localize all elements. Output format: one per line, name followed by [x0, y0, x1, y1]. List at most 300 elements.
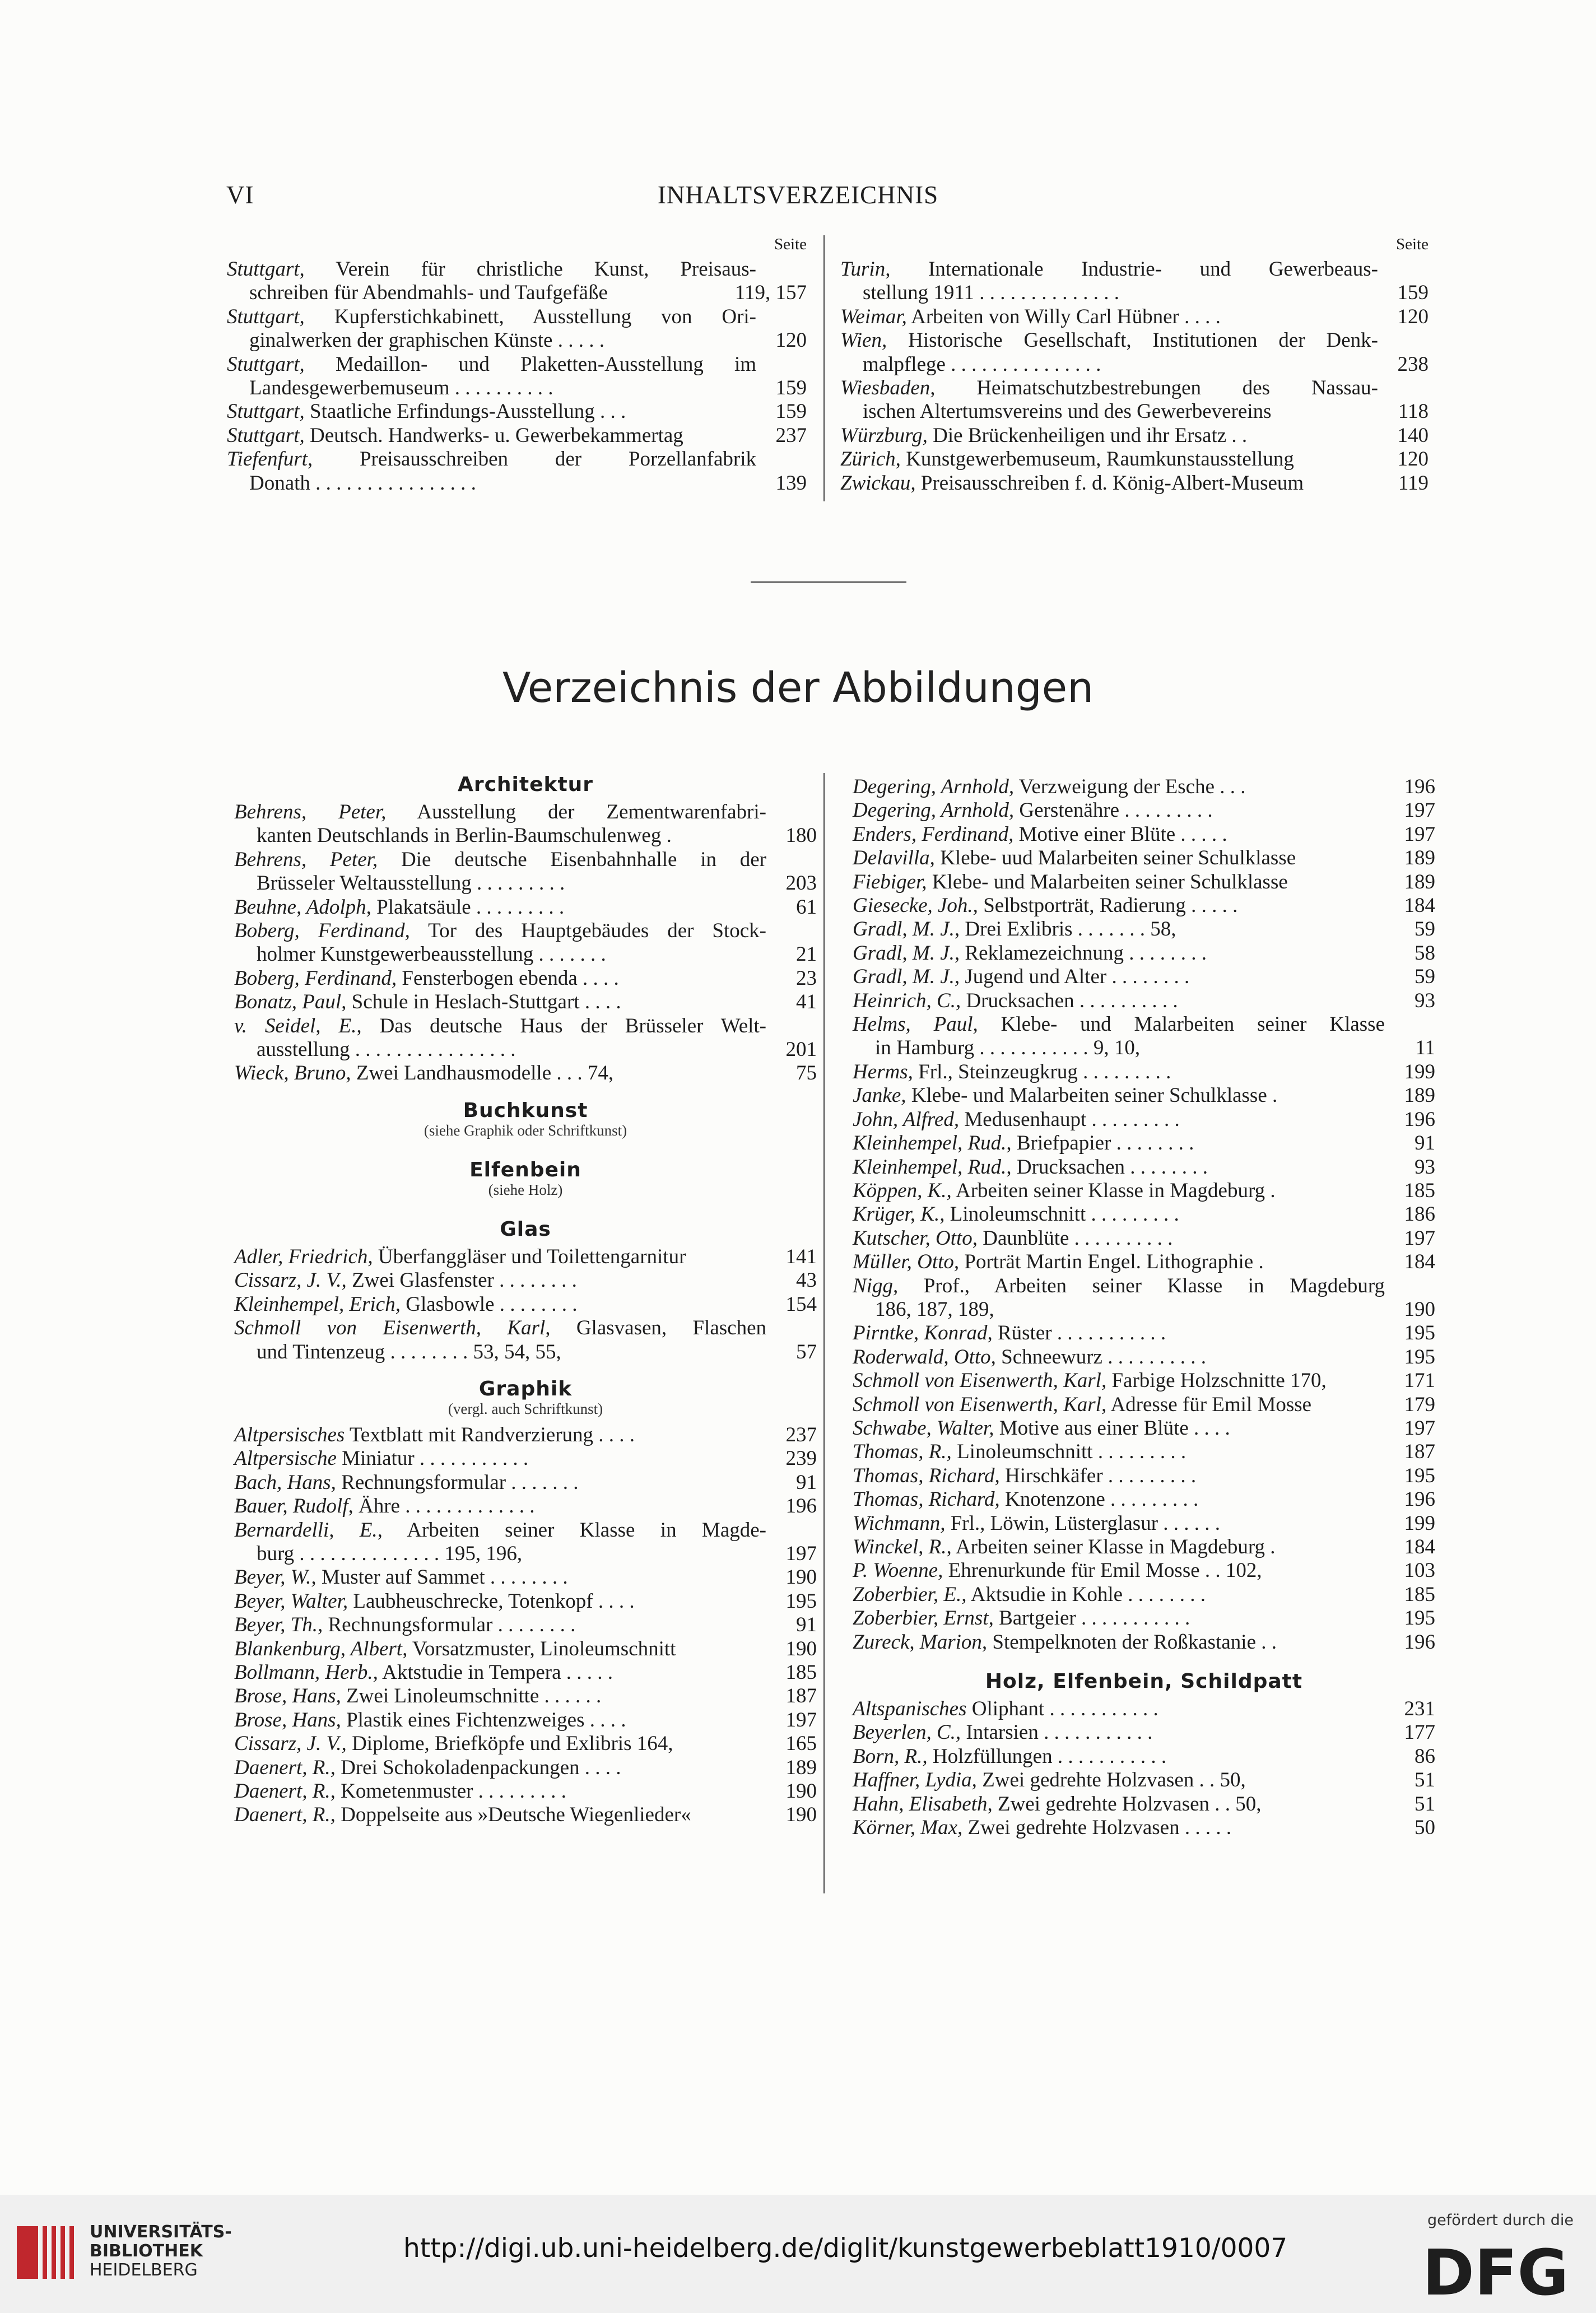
category-heading: Holz, Elfenbein, Schildpatt [985, 1670, 1303, 1693]
index-entry [853, 1156, 1435, 1179]
index-entry [853, 1013, 1435, 1060]
index-entry [234, 1447, 817, 1470]
index-entry [853, 1440, 1435, 1464]
index-entry [853, 1721, 1435, 1744]
entry-name: Köppen, K., [853, 1179, 952, 1202]
page-ref: 119, 157 [734, 281, 807, 305]
page-ref: 187 [785, 1684, 817, 1708]
entry-name: Enders, Ferdinand, [853, 822, 1014, 846]
entry-text: Arbeiten seiner Klasse in Magdeburg . [956, 1179, 1276, 1202]
page-ref: 50 [1414, 1816, 1435, 1840]
entry-text: Klebe- uud Malarbeiten seiner Schulklasse [940, 846, 1296, 870]
page-ref: 11 [1415, 1036, 1435, 1060]
index-entry [234, 848, 817, 896]
entry-text: Die deutsche Eisenbahnhalle in der [401, 848, 767, 871]
entry-text: Ehrenurkunde für Emil Mosse . . 102, [948, 1559, 1262, 1583]
page-ref: 140 [1397, 423, 1429, 447]
entry-name: Wieck, Bruno, [234, 1062, 351, 1085]
page-ref: 196 [1404, 1107, 1435, 1131]
index-entry [853, 1464, 1435, 1488]
entry-name: Brose, Hans, [234, 1708, 341, 1732]
entry-name: Bach, Hans, [234, 1470, 336, 1494]
page-ref: 120 [775, 329, 807, 352]
category-heading: Buchkunst [463, 1099, 588, 1122]
separator-rule [751, 581, 906, 583]
entry-name: Roderwald, Otto, [853, 1345, 996, 1369]
page-ref: 190 [785, 1803, 817, 1827]
page-ref: 51 [1414, 1792, 1435, 1816]
entry-text: 186, 187, 189, [875, 1297, 994, 1321]
dfg-logo [1422, 2238, 1574, 2300]
page-ref: 51 [1414, 1769, 1435, 1792]
entry-name: Stuttgart, [227, 352, 305, 376]
entry-name: Gradl, M. J., [853, 965, 960, 989]
index-entry [234, 1316, 817, 1364]
entry-name: Born, R., [853, 1744, 928, 1768]
index-entry [234, 990, 817, 1014]
index-entry [853, 942, 1435, 965]
svg-text:DFG: DFG [1422, 2238, 1569, 2300]
entry-text: Bartgeier . . . . . . . . . . . [999, 1607, 1190, 1630]
page-ref: 196 [1404, 775, 1435, 798]
page-ref: 57 [796, 1340, 817, 1363]
permalink[interactable]: http://digi.ub.uni-heidelberg.de/diglit/kunstgewerbeblatt1910/0007 [403, 2233, 1288, 2264]
index-entry [840, 376, 1429, 424]
entry-name: Kleinhempel, Rud., [853, 1155, 1012, 1179]
entry-name: Giesecke, Joh., [853, 894, 978, 918]
entry-name: Müller, Otto, [853, 1250, 960, 1274]
entry-name: Zoberbier, Ernst, [853, 1607, 994, 1630]
index-entry [840, 305, 1429, 329]
index-entry [853, 1583, 1435, 1607]
index-entry [853, 1417, 1435, 1440]
index-entry [853, 1559, 1435, 1583]
entry-name: Altpersisches [234, 1423, 345, 1446]
entry-text: Rechnungsformular . . . . . . . [341, 1470, 579, 1494]
entry-name: Beyer, W., [234, 1566, 317, 1589]
index-column-top-left [227, 235, 807, 495]
entry-text: Historische Gesellschaft, Institutionen der Denk- [908, 329, 1378, 352]
entry-text: Das deutsche Haus der Brüsseler Welt- [379, 1014, 766, 1037]
index-entry [853, 989, 1435, 1013]
entry-text: Porträt Martin Engel. Lithographie . [964, 1250, 1264, 1274]
entry-text: Zwei Landhausmodelle . . . 74, [356, 1062, 614, 1085]
entry-text: Tor des Hauptgebäudes der Stock- [428, 919, 766, 943]
index-entry [840, 329, 1429, 376]
entry-text: Drei Schokoladenpackungen . . . . [341, 1756, 621, 1779]
index-entry [234, 1780, 817, 1803]
entry-name: Bauer, Rudolf, [234, 1495, 353, 1518]
index-entry [853, 1631, 1435, 1654]
index-entry [234, 1803, 817, 1827]
index-entry [234, 896, 817, 919]
category-note: (vergl. auch Schriftkunst) [448, 1400, 603, 1417]
entry-text: Fensterbogen ebenda . . . . [402, 966, 619, 990]
entry-text: Drucksachen . . . . . . . . [1016, 1155, 1208, 1179]
entry-name: Wichmann, [853, 1511, 946, 1535]
index-entry [234, 1732, 817, 1756]
page-ref: 165 [785, 1732, 817, 1756]
category-note: (siehe Graphik oder Schriftkunst) [424, 1121, 627, 1139]
entry-text: Arbeiten seiner Klasse in Magde- [407, 1518, 767, 1542]
page-ref: 195 [1404, 1607, 1435, 1630]
entry-name: Behrens, Peter, [234, 848, 378, 871]
index-entry [853, 894, 1435, 918]
entry-name: Stuttgart, [227, 400, 305, 423]
entry-text: Knotenzone . . . . . . . . . [1005, 1488, 1199, 1511]
entry-name: Bonatz, Paul, [234, 990, 347, 1014]
entry-name: Daenert, R., [234, 1803, 336, 1827]
entry-text: Klebe- und Malarbeiten seiner Schulklasse . [911, 1084, 1278, 1107]
entry-name: Zürich, [840, 448, 901, 471]
entry-text: Daunblüte . . . . . . . . . . [983, 1226, 1173, 1250]
page-ref: 103 [1404, 1559, 1435, 1583]
page-ref: 118 [1398, 400, 1429, 423]
page-ref: 197 [1404, 822, 1435, 846]
index-entry [234, 1293, 817, 1316]
running-header: INHALTSVERZEICHNIS [657, 181, 939, 209]
entry-text: Ähre . . . . . . . . . . . . . [358, 1495, 535, 1518]
index-entry [853, 1321, 1435, 1345]
entry-name: Stuttgart, [227, 258, 305, 281]
figure-list-left [234, 773, 817, 1827]
entry-text: burg . . . . . . . . . . . . . . 195, 196, [257, 1542, 523, 1565]
index-entry [227, 400, 807, 423]
index-entry [840, 472, 1429, 495]
entry-text: Vorsatzmuster, Linoleumschnitt [412, 1637, 676, 1660]
entry-name: Kutscher, Otto, [853, 1226, 978, 1250]
index-entry [853, 965, 1435, 989]
index-entry [234, 1684, 817, 1708]
index-entry [234, 1423, 817, 1447]
entry-name: P. Woenne, [853, 1559, 943, 1583]
index-entry [234, 1709, 817, 1732]
page-ref: 185 [1404, 1583, 1435, 1606]
entry-name: Schmoll von Eisenwerth, Karl, [234, 1316, 551, 1340]
university-library-logo [11, 2216, 84, 2289]
page-ref: 154 [785, 1292, 817, 1316]
entry-name: Daenert, R., [234, 1756, 336, 1779]
entry-text: Diplome, Briefköpfe und Exlibris 164, [352, 1732, 673, 1756]
page-ref: 189 [785, 1756, 817, 1779]
index-entry [227, 258, 807, 305]
entry-text: Rüster . . . . . . . . . . . [997, 1321, 1166, 1345]
page-ref: 196 [785, 1495, 817, 1518]
entry-text: Medusenhaupt . . . . . . . . . [964, 1107, 1180, 1131]
page-ref: 237 [775, 423, 807, 447]
index-entry [227, 448, 807, 495]
index-entry [853, 1607, 1435, 1630]
index-entry [853, 1393, 1435, 1417]
page-ref: 239 [785, 1447, 817, 1470]
page-ref: 195 [1404, 1345, 1435, 1369]
entry-text: Holzfüllungen . . . . . . . . . . . [932, 1744, 1167, 1768]
index-entry [853, 1769, 1435, 1792]
entry-text: Hirschkäfer . . . . . . . . . [1005, 1464, 1197, 1487]
entry-text: Doppelseite aus »Deutsche Wiegenlieder« [341, 1803, 691, 1827]
entry-name: v. Seidel, E., [234, 1014, 362, 1037]
entry-text: Rechnungsformular . . . . . . . . [328, 1613, 576, 1637]
entry-text: stellung 1911 . . . . . . . . . . . . . . [863, 281, 1120, 305]
index-entry [853, 1227, 1435, 1250]
entry-name: Cissarz, J. V., [234, 1269, 347, 1292]
entry-text: Plastik eines Fichtenzweiges . . . . [346, 1708, 626, 1732]
entry-text: ausstellung . . . . . . . . . . . . . . . . [257, 1038, 516, 1062]
page-ref: 189 [1404, 1084, 1435, 1107]
entry-name: Degering, Arnhold, [853, 799, 1015, 822]
page-ref: 184 [1404, 1535, 1435, 1558]
entry-text: Landesgewerbemuseum . . . . . . . . . . [249, 376, 553, 400]
entry-text: ischen Altertumsvereins und des Gewerbevereins [863, 400, 1272, 423]
index-entry [853, 1084, 1435, 1107]
entry-text: Frl., Löwin, Lüsterglasur . . . . . . [950, 1511, 1221, 1535]
entry-text: Zwei Glasfenster . . . . . . . . [352, 1269, 577, 1292]
page-ref: 139 [775, 471, 807, 495]
seite-label: Seite [774, 235, 807, 253]
entry-text: malpflege . . . . . . . . . . . . . . . [863, 352, 1101, 376]
library-line: BIBLIOTHEK [90, 2241, 203, 2261]
index-entry [853, 1745, 1435, 1769]
page-ref: 159 [1397, 281, 1429, 305]
page-ref: 75 [796, 1062, 817, 1085]
entry-text: Intarsien . . . . . . . . . . . [966, 1721, 1153, 1744]
page-ref: 177 [1404, 1721, 1435, 1744]
entry-text: Preisausschreiben der Porzellanfabrik [359, 448, 756, 471]
entry-text: Briefpapier . . . . . . . . [1016, 1132, 1194, 1155]
entry-name: Krüger, K., [853, 1203, 945, 1226]
page-ref: 91 [796, 1613, 817, 1637]
page-ref: 159 [775, 376, 807, 400]
section-title: Verzeichnis der Abbildungen [502, 664, 1094, 712]
entry-text: Verein für christliche Kunst, Preisaus- [336, 258, 756, 281]
entry-text: Drucksachen . . . . . . . . . . [966, 989, 1178, 1012]
entry-text: Internationale Industrie- und Gewerbeaus- [928, 258, 1378, 281]
page-ref: 21 [796, 943, 817, 966]
entry-text: holmer Kunstgewerbeausstellung . . . . . . . [257, 943, 606, 966]
page-ref: 197 [785, 1542, 817, 1565]
index-entry [853, 1060, 1435, 1084]
page-ref: 197 [785, 1708, 817, 1732]
entry-name: Altspanisches [853, 1697, 967, 1721]
index-entry [227, 305, 807, 353]
entry-text: Kupferstichkabinett, Ausstellung von Ori- [334, 305, 757, 328]
entry-name: Janke, [853, 1084, 906, 1107]
index-entry [234, 967, 817, 990]
page-ref: 197 [1404, 1416, 1435, 1440]
entry-text: Plakatsäule . . . . . . . . . [376, 895, 565, 919]
entry-name: Blankenburg, Albert, [234, 1637, 408, 1660]
entry-name: Zoberbier, E., [853, 1583, 967, 1606]
page-ref: 91 [796, 1470, 817, 1494]
page-ref: 187 [1404, 1440, 1435, 1464]
page-ref: 179 [1404, 1393, 1435, 1416]
page-ref: 185 [785, 1660, 817, 1684]
entry-text: Frl., Steinzeugkrug . . . . . . . . . [918, 1060, 1171, 1083]
page-ref: 61 [796, 895, 817, 919]
category-heading: Elfenbein [469, 1158, 581, 1181]
entry-text: und Tintenzeug . . . . . . . . 53, 54, 55, [257, 1340, 561, 1363]
footer-bar [0, 2195, 1596, 2313]
page-number: VI [226, 181, 254, 209]
entry-text: Prof., Arbeiten seiner Klasse in Magdeburg [923, 1274, 1385, 1297]
entry-name: Weimar, [840, 305, 907, 328]
library-name [90, 2223, 232, 2280]
page-ref: 91 [1414, 1132, 1435, 1155]
page-ref: 189 [1404, 870, 1435, 893]
page-ref: 238 [1397, 352, 1429, 376]
index-entry [853, 1793, 1435, 1816]
index-entry [840, 424, 1429, 448]
entry-name: Daenert, R., [234, 1780, 336, 1803]
entry-name: John, Alfred, [853, 1107, 960, 1131]
index-entry [234, 1637, 817, 1661]
entry-name: Nigg, [853, 1274, 899, 1297]
entry-name: Degering, Arnhold, [853, 775, 1015, 798]
index-entry [234, 1014, 817, 1062]
entry-text: Verzweigung der Esche . . . [1018, 775, 1246, 798]
entry-text: Aktsudie in Kohle . . . . . . . . [970, 1583, 1206, 1606]
category-heading: Architektur [457, 773, 594, 796]
funding-caption: gefördert durch die [1427, 2212, 1574, 2229]
entry-text: Drei Exlibris . . . . . . . 58, [965, 918, 1176, 941]
entry-name: Stuttgart, [227, 423, 305, 447]
page-ref: 23 [796, 966, 817, 990]
index-entry [853, 775, 1435, 799]
entry-name: Winckel, R., [853, 1535, 952, 1558]
index-entry [234, 919, 817, 967]
entry-text: Stempelknoten der Roßkastanie . . [992, 1630, 1277, 1654]
figure-list-right [853, 775, 1435, 1840]
entry-name: Thomas, Richard, [853, 1464, 1000, 1487]
entry-name: Adler, Friedrich, [234, 1245, 373, 1268]
entry-name: Thomas, Richard, [853, 1488, 1000, 1511]
index-entry [840, 258, 1429, 305]
page-ref: 120 [1397, 305, 1429, 328]
entry-text: Kunstgewerbemuseum, Raumkunstausstellung [906, 448, 1294, 471]
page-ref: 120 [1397, 448, 1429, 471]
entry-name: Schwabe, Walter, [853, 1416, 994, 1440]
entry-text: Medaillon- und Plaketten-Ausstellung im [335, 352, 757, 376]
entry-text: Die Brückenheiligen und ihr Ersatz . . [933, 423, 1248, 447]
entry-name: Boberg, Ferdinand, [234, 919, 410, 943]
entry-text: in Hamburg . . . . . . . . . . . 9, 10, [875, 1036, 1141, 1060]
entry-text: kanten Deutschlands in Berlin-Baumschulenweg . [257, 824, 672, 848]
index-entry [853, 1488, 1435, 1511]
page-ref: 86 [1414, 1744, 1435, 1768]
index-entry [853, 1346, 1435, 1369]
entry-text: Oliphant . . . . . . . . . . . [971, 1697, 1158, 1721]
page-ref: 119 [1398, 471, 1429, 495]
library-line: HEIDELBERG [90, 2260, 198, 2280]
entry-name: Beyer, Th., [234, 1613, 323, 1637]
index-entry [853, 1697, 1435, 1721]
entry-text: ginalwerken der graphischen Künste . . . . . [249, 329, 604, 352]
index-entry [227, 424, 807, 448]
index-entry [234, 1471, 817, 1495]
entry-name: Zwickau, [840, 471, 916, 495]
entry-name: Schmoll von Eisenwerth, Karl, [853, 1369, 1107, 1393]
page-ref: 159 [775, 400, 807, 423]
entry-name: Würzburg, [840, 423, 928, 447]
entry-text: Gerstenähre . . . . . . . . . [1019, 799, 1213, 822]
entry-text: Motive aus einer Blüte . . . . [999, 1416, 1230, 1440]
page-ref: 185 [1404, 1179, 1435, 1202]
index-column-top-right [840, 235, 1429, 495]
entry-text: Laubheuschrecke, Totenkopf . . . . [353, 1589, 635, 1613]
entry-text: Heimatschutzbestrebungen des Nassau- [976, 376, 1379, 400]
entry-text: Glasvasen, Flaschen [576, 1316, 767, 1340]
entry-name: Boberg, Ferdinand, [234, 966, 397, 990]
entry-text: Reklamezeichnung . . . . . . . . [965, 941, 1207, 965]
page-ref: 190 [785, 1566, 817, 1589]
page-ref: 203 [785, 872, 817, 895]
entry-text: Arbeiten seiner Klasse in Magdeburg . [955, 1535, 1276, 1558]
index-entry [234, 1062, 817, 1085]
entry-name: Heinrich, C., [853, 989, 961, 1012]
entry-text: Linoleumschnitt . . . . . . . . . [950, 1203, 1179, 1226]
entry-text: Muster auf Sammet . . . . . . . . [321, 1566, 568, 1589]
entry-name: Hahn, Elisabeth, [853, 1792, 993, 1816]
entry-text: Jugend und Alter . . . . . . . . [965, 965, 1190, 989]
page-ref: 190 [785, 1637, 817, 1660]
entry-text: Glasbowle . . . . . . . . [406, 1292, 578, 1316]
page-ref: 41 [796, 990, 817, 1014]
entry-name: Delavilla, [853, 846, 935, 870]
page-ref: 180 [785, 824, 817, 848]
entry-name: Helms, Paul, [853, 1013, 978, 1036]
index-entry [853, 1250, 1435, 1274]
page-ref: 186 [1404, 1203, 1435, 1226]
entry-text: Klebe- und Malarbeiten seiner Klasse [1001, 1013, 1385, 1036]
category-note: (siehe Holz) [488, 1181, 563, 1198]
entry-text: Schule in Heslach-Stuttgart . . . . [351, 990, 621, 1014]
entry-name: Altpersische [234, 1447, 337, 1470]
entry-text: Schneewurz . . . . . . . . . . [1001, 1345, 1206, 1369]
page-ref: 184 [1404, 1250, 1435, 1274]
index-entry [840, 448, 1429, 471]
entry-name: Stuttgart, [227, 305, 305, 328]
entry-name: Beyerlen, C., [853, 1721, 961, 1744]
entry-text: Aktstudie in Tempera . . . . . [382, 1660, 613, 1684]
index-entry [234, 1613, 817, 1637]
entry-text: Ausstellung der Zementwarenfabri- [417, 801, 766, 823]
entry-text: Zwei gedrehte Holzvasen . . . . . [967, 1816, 1232, 1840]
index-entry [853, 823, 1435, 846]
library-line: UNIVERSITÄTS- [90, 2222, 232, 2242]
entry-text: Linoleumschnitt . . . . . . . . . [957, 1440, 1186, 1464]
page-ref: 184 [1404, 894, 1435, 918]
entry-name: Brose, Hans, [234, 1684, 341, 1708]
index-entry [853, 1203, 1435, 1226]
entry-name: Behrens, Peter, [234, 801, 387, 823]
page-ref: 197 [1404, 799, 1435, 822]
entry-text: Arbeiten von Willy Carl Hübner . . . . [911, 305, 1221, 328]
entry-text: Motive einer Blüte . . . . . [1018, 822, 1227, 846]
index-entry [853, 918, 1435, 941]
entry-text: Brüsseler Weltausstellung . . . . . . . . . [257, 872, 565, 895]
entry-text: Kometenmuster . . . . . . . . . [341, 1780, 566, 1803]
entry-name: Schmoll von Eisenwerth, Karl, [853, 1393, 1107, 1416]
entry-text: Überfanggläser und Toilettengarnitur [378, 1245, 686, 1268]
index-entry [227, 353, 807, 401]
page-ref: 199 [1404, 1060, 1435, 1083]
entry-name: Beuhne, Adolph, [234, 895, 371, 919]
category-heading: Glas [500, 1217, 551, 1241]
page-ref: 237 [785, 1423, 817, 1446]
entry-name: Körner, Max, [853, 1816, 963, 1840]
entry-name: Beyer, Walter, [234, 1589, 348, 1613]
entry-name: Bollmann, Herb., [234, 1660, 378, 1684]
